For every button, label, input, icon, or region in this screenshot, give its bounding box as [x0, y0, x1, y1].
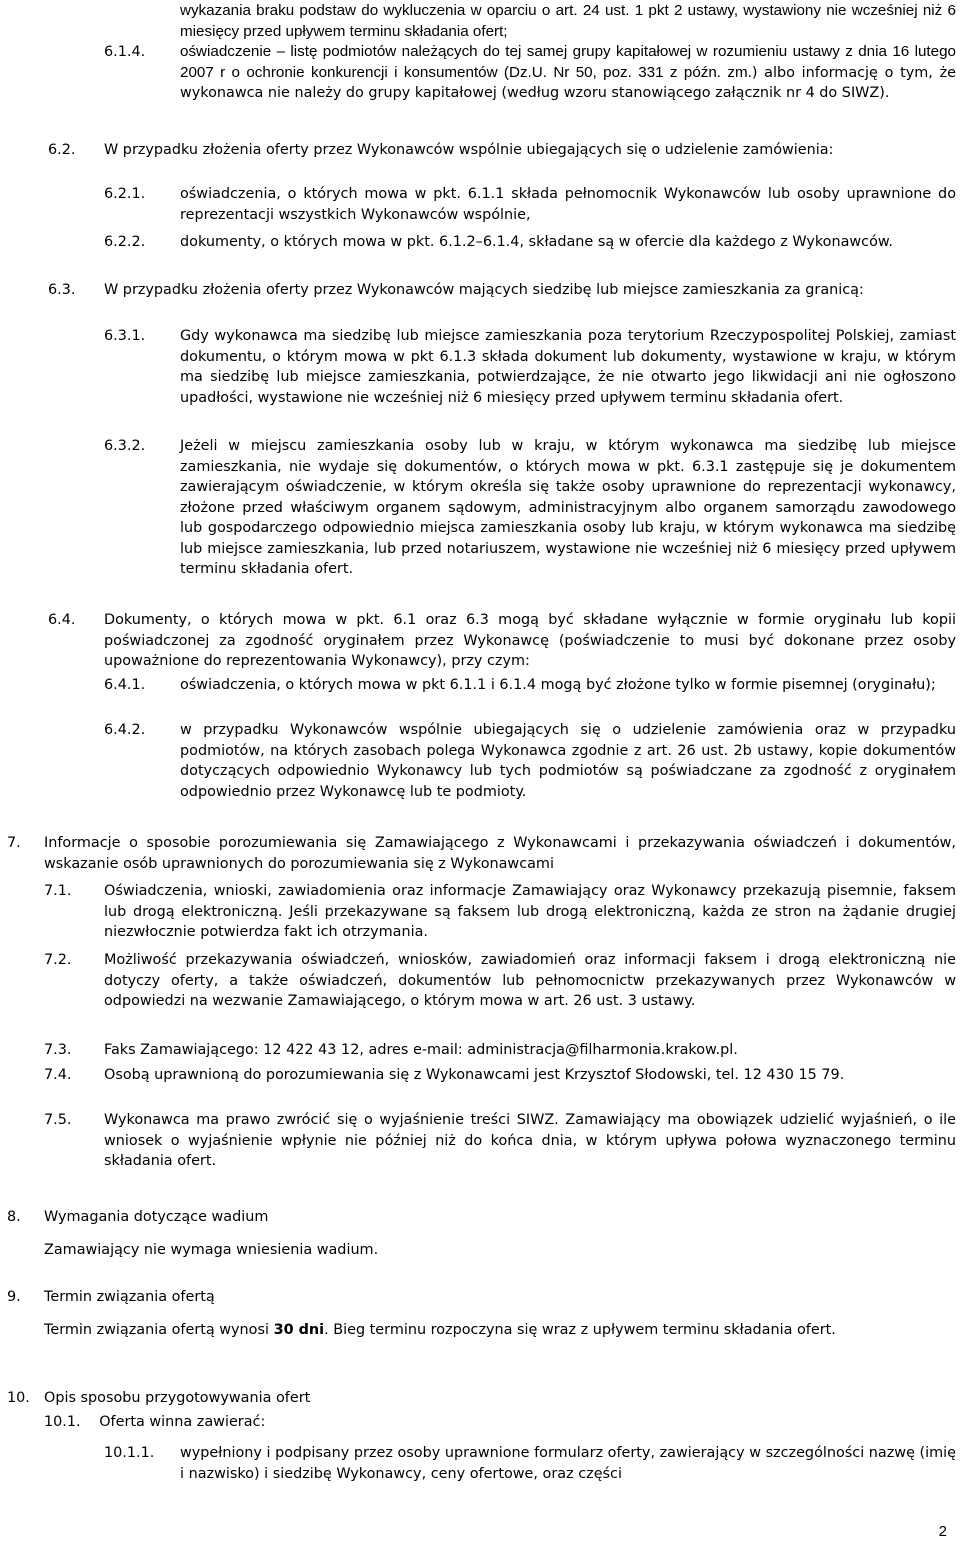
item-number: 7.3. [44, 1042, 72, 1058]
paragraph-6-1-3-tail [180, 0, 956, 42]
section-number: 10. [7, 1390, 30, 1406]
item-7-2 [44, 950, 956, 1012]
section-7-heading [7, 833, 956, 874]
item-7-4 [44, 1065, 956, 1086]
item-text: Oferta winna zawierać: [99, 1414, 266, 1430]
item-number: 6.2.1. [104, 186, 146, 202]
page-number: 2 [938, 1523, 947, 1540]
item-number: 7.4. [44, 1067, 72, 1083]
item-6-3-2 [104, 436, 956, 580]
item-7-3 [44, 1040, 956, 1061]
section-10 [7, 1388, 956, 1409]
item-number: 7.2. [44, 952, 72, 968]
item-6-2-1 [104, 184, 956, 225]
item-text: Faks Zamawiającego: 12 422 43 12, adres e-mail: administracja@filharmonia.krakow.pl. [104, 1042, 738, 1058]
item-6-3-1 [104, 326, 956, 408]
section-text: W przypadku złożenia oferty przez Wykonawców wspólnie ubiegających się o udzielenie zamówienia: [104, 142, 834, 158]
item-7-5 [44, 1110, 956, 1172]
item-text: Wykonawca ma prawo zwrócić się o wyjaśnienie treści SIWZ. Zamawiający ma obowiązek udzielić wyjaśnień, o ile wniosek o wyjaśnienie wpłynie nie później niż do końca dnia, w którym upływa połowa wyznaczonego terminu składania ofert. [104, 1112, 956, 1169]
section-number: 6.3. [48, 282, 76, 298]
item-number: 6.1.4. [104, 44, 146, 60]
item-text: Osobą uprawnioną do porozumiewania się z Wykonawcami jest Krzysztof Słodowski, tel. 12 430 15 79. [104, 1067, 845, 1083]
section-number: 9. [7, 1289, 21, 1305]
item-6-4-2 [104, 720, 956, 802]
section-title: Opis sposobu przygotowywania ofert [44, 1390, 311, 1406]
item-text: oświadczenia, o których mowa w pkt. 6.1.1 składa pełnomocnik Wykonawców lub osoby uprawnione do reprezentacji wszystkich Wykonawców wspólnie, [180, 186, 956, 223]
item-number: 10.1. [44, 1414, 81, 1430]
item-6-2-2 [104, 232, 956, 253]
section-text: Zamawiający nie wymaga wniesienia wadium. [44, 1241, 379, 1258]
section-title: Informacje o sposobie porozumiewania się Zamawiającego z Wykonawcami i przekazywania oświadczeń i dokumentów, wskazanie osób uprawnionych do porozumiewania się z Wykonawcami [44, 835, 956, 872]
section-6-4 [48, 610, 956, 672]
section-number: 8. [7, 1209, 21, 1225]
section-title: Termin związania ofertą [44, 1289, 215, 1305]
item-6-4-1 [104, 675, 956, 696]
item-number: 6.3.2. [104, 438, 146, 454]
item-text: Możliwość przekazywania oświadczeń, wniosków, zawiadomień oraz informacji faksem i drogą elektroniczną nie dotyczy oferty, a także oświadczeń, dokumentów lub pełnomocnictw przekazywanych przez Wykonawców w odpowiedzi na wezwanie Zamawiającego, o którym mowa w art. 26 ust. 3 ustawy. [104, 952, 956, 1009]
text-part: . Bieg terminu rozpoczyna się wraz z upływem terminu składania ofert. [324, 1321, 836, 1338]
item-number: 6.4.2. [104, 722, 146, 738]
item-text: dokumenty, o których mowa w pkt. 6.1.2–6.1.4, składane są w ofercie dla każdego z Wykonawców. [180, 234, 893, 250]
paragraph-text: wykazania braku podstaw do wykluczenia w oparciu o art. 24 ust. 1 pkt 2 ustawy, wystawiony nie wcześniej niż 6 miesięcy przed upływem terminu składania ofert; [180, 2, 956, 40]
item-text: w przypadku Wykonawców wspólnie ubiegających się o udzielenie zamówienia oraz w przypadku podmiotów, na których zasobach polega Wykonawca zgodnie z art. 26 ust. 2b ustawy, kopie dokumentów dotyczących odpowiednio Wykonawcy lub tych podmiotów są poświadczane za zgodność z oryginałem odpowiednio przez Wykonawcę lub te podmioty. [180, 722, 956, 800]
item-text-arial: oświadczenie – listę podmiotów należących do tej samej grupy kapitałowej w rozumieniu ustawy z dnia 16 lutego 2007 r o ochronie konkurencji i konsumentów (Dz.U. Nr 50, poz. 331 z późn. zm. [180, 43, 956, 81]
item-10-1 [44, 1412, 956, 1433]
item-text: Jeżeli w miejscu zamieszkania osoby lub w kraju, w którym wykonawca ma siedzibę lub miejsce zamieszkania, nie wydaje się dokumentów, o których mowa w pkt. 6.3.1 zastępuje się je dokumentem zawierającym oświadczenie, w którym określa się także osoby uprawnione do reprezentacji wykonawcy, złożone przed właściwym organem sądowym, administracyjnym albo organem samorządu zawodowego lub gospodarczego odpowiednio miejsca zamieszkania osoby lub kraju, w którym wykonawca ma siedzibę lub miejsce zamieszkania, lub przed notariuszem, wystawione nie wcześniej niż 6 miesięcy przed upływem terminu składania ofert. [180, 438, 956, 577]
item-number: 6.3.1. [104, 328, 146, 344]
section-title: Wymagania dotyczące wadium [44, 1209, 269, 1225]
section-6-3 [48, 280, 956, 301]
item-number: 6.2.2. [104, 234, 146, 250]
item-number: 6.4.1. [104, 677, 146, 693]
item-number: 10.1.1. [104, 1445, 155, 1461]
text-part: Termin związania ofertą wynosi [44, 1321, 274, 1338]
section-number: 6.4. [48, 612, 76, 628]
item-text: oświadczenia, o których mowa w pkt 6.1.1 i 6.1.4 mogą być złożone tylko w formie pisemnej (oryginału); [180, 677, 936, 693]
item-number: 7.1. [44, 883, 72, 899]
section-9 [7, 1287, 956, 1340]
item-text: wypełniony i podpisany przez osoby uprawnione formularz oferty, zawierający w szczególności nazwę (imię i nazwisko) i siedzibę Wykonawcy, ceny ofertowe, oraz części [180, 1445, 956, 1482]
section-6-2 [48, 140, 956, 161]
item-10-1-1 [104, 1443, 956, 1484]
text-bold: 30 dni [273, 1321, 325, 1338]
item-number: 7.5. [44, 1112, 72, 1128]
item-text: Oświadczenia, wnioski, zawiadomienia oraz informacje Zamawiający oraz Wykonawcy przekazują pisemnie, faksem lub drogą elektroniczną. Jeśli przekazywane są faksem lub drogą elektroniczną, każda ze stron na żądanie drugiej niezwłocznie potwierdza fakt ich otrzymania. [104, 883, 956, 940]
item-7-1 [44, 881, 956, 943]
section-8 [7, 1207, 956, 1260]
section-text [44, 1320, 956, 1341]
item-6-1-4 [104, 42, 956, 104]
item-text [180, 42, 956, 104]
section-number: 7. [7, 835, 21, 851]
section-number: 6.2. [48, 142, 76, 158]
section-text: Dokumenty, o których mowa w pkt. 6.1 oraz 6.3 mogą być składane wyłącznie w formie oryginału lub kopii poświadczonej za zgodność oryginałem przez Wykonawcę (poświadczenie to musi być dokonane przez osoby upoważnione do reprezentowania Wykonawcy), przy czym: [104, 612, 956, 669]
section-text: W przypadku złożenia oferty przez Wykonawców mających siedzibę lub miejsce zamieszkania za granicą: [104, 282, 864, 298]
item-text-verdana: ) albo informację o tym, że wykonawca nie należy do grupy kapitałowej (według wzoru stanowiącego załącznik nr 4 do SIWZ). [180, 64, 956, 101]
item-text: Gdy wykonawca ma siedzibę lub miejsce zamieszkania poza terytorium Rzeczypospolitej Polskiej, zamiast dokumentu, o którym mowa w pkt 6.1.3 składa dokument lub dokumenty, wystawione w kraju, w którym ma siedzibę lub miejsce zamieszkania, potwierdzające, że nie otwarto jego likwidacji ani nie ogłoszono upadłości, wystawione nie wcześniej niż 6 miesięcy przed upływem terminu składania ofert. [180, 328, 956, 406]
